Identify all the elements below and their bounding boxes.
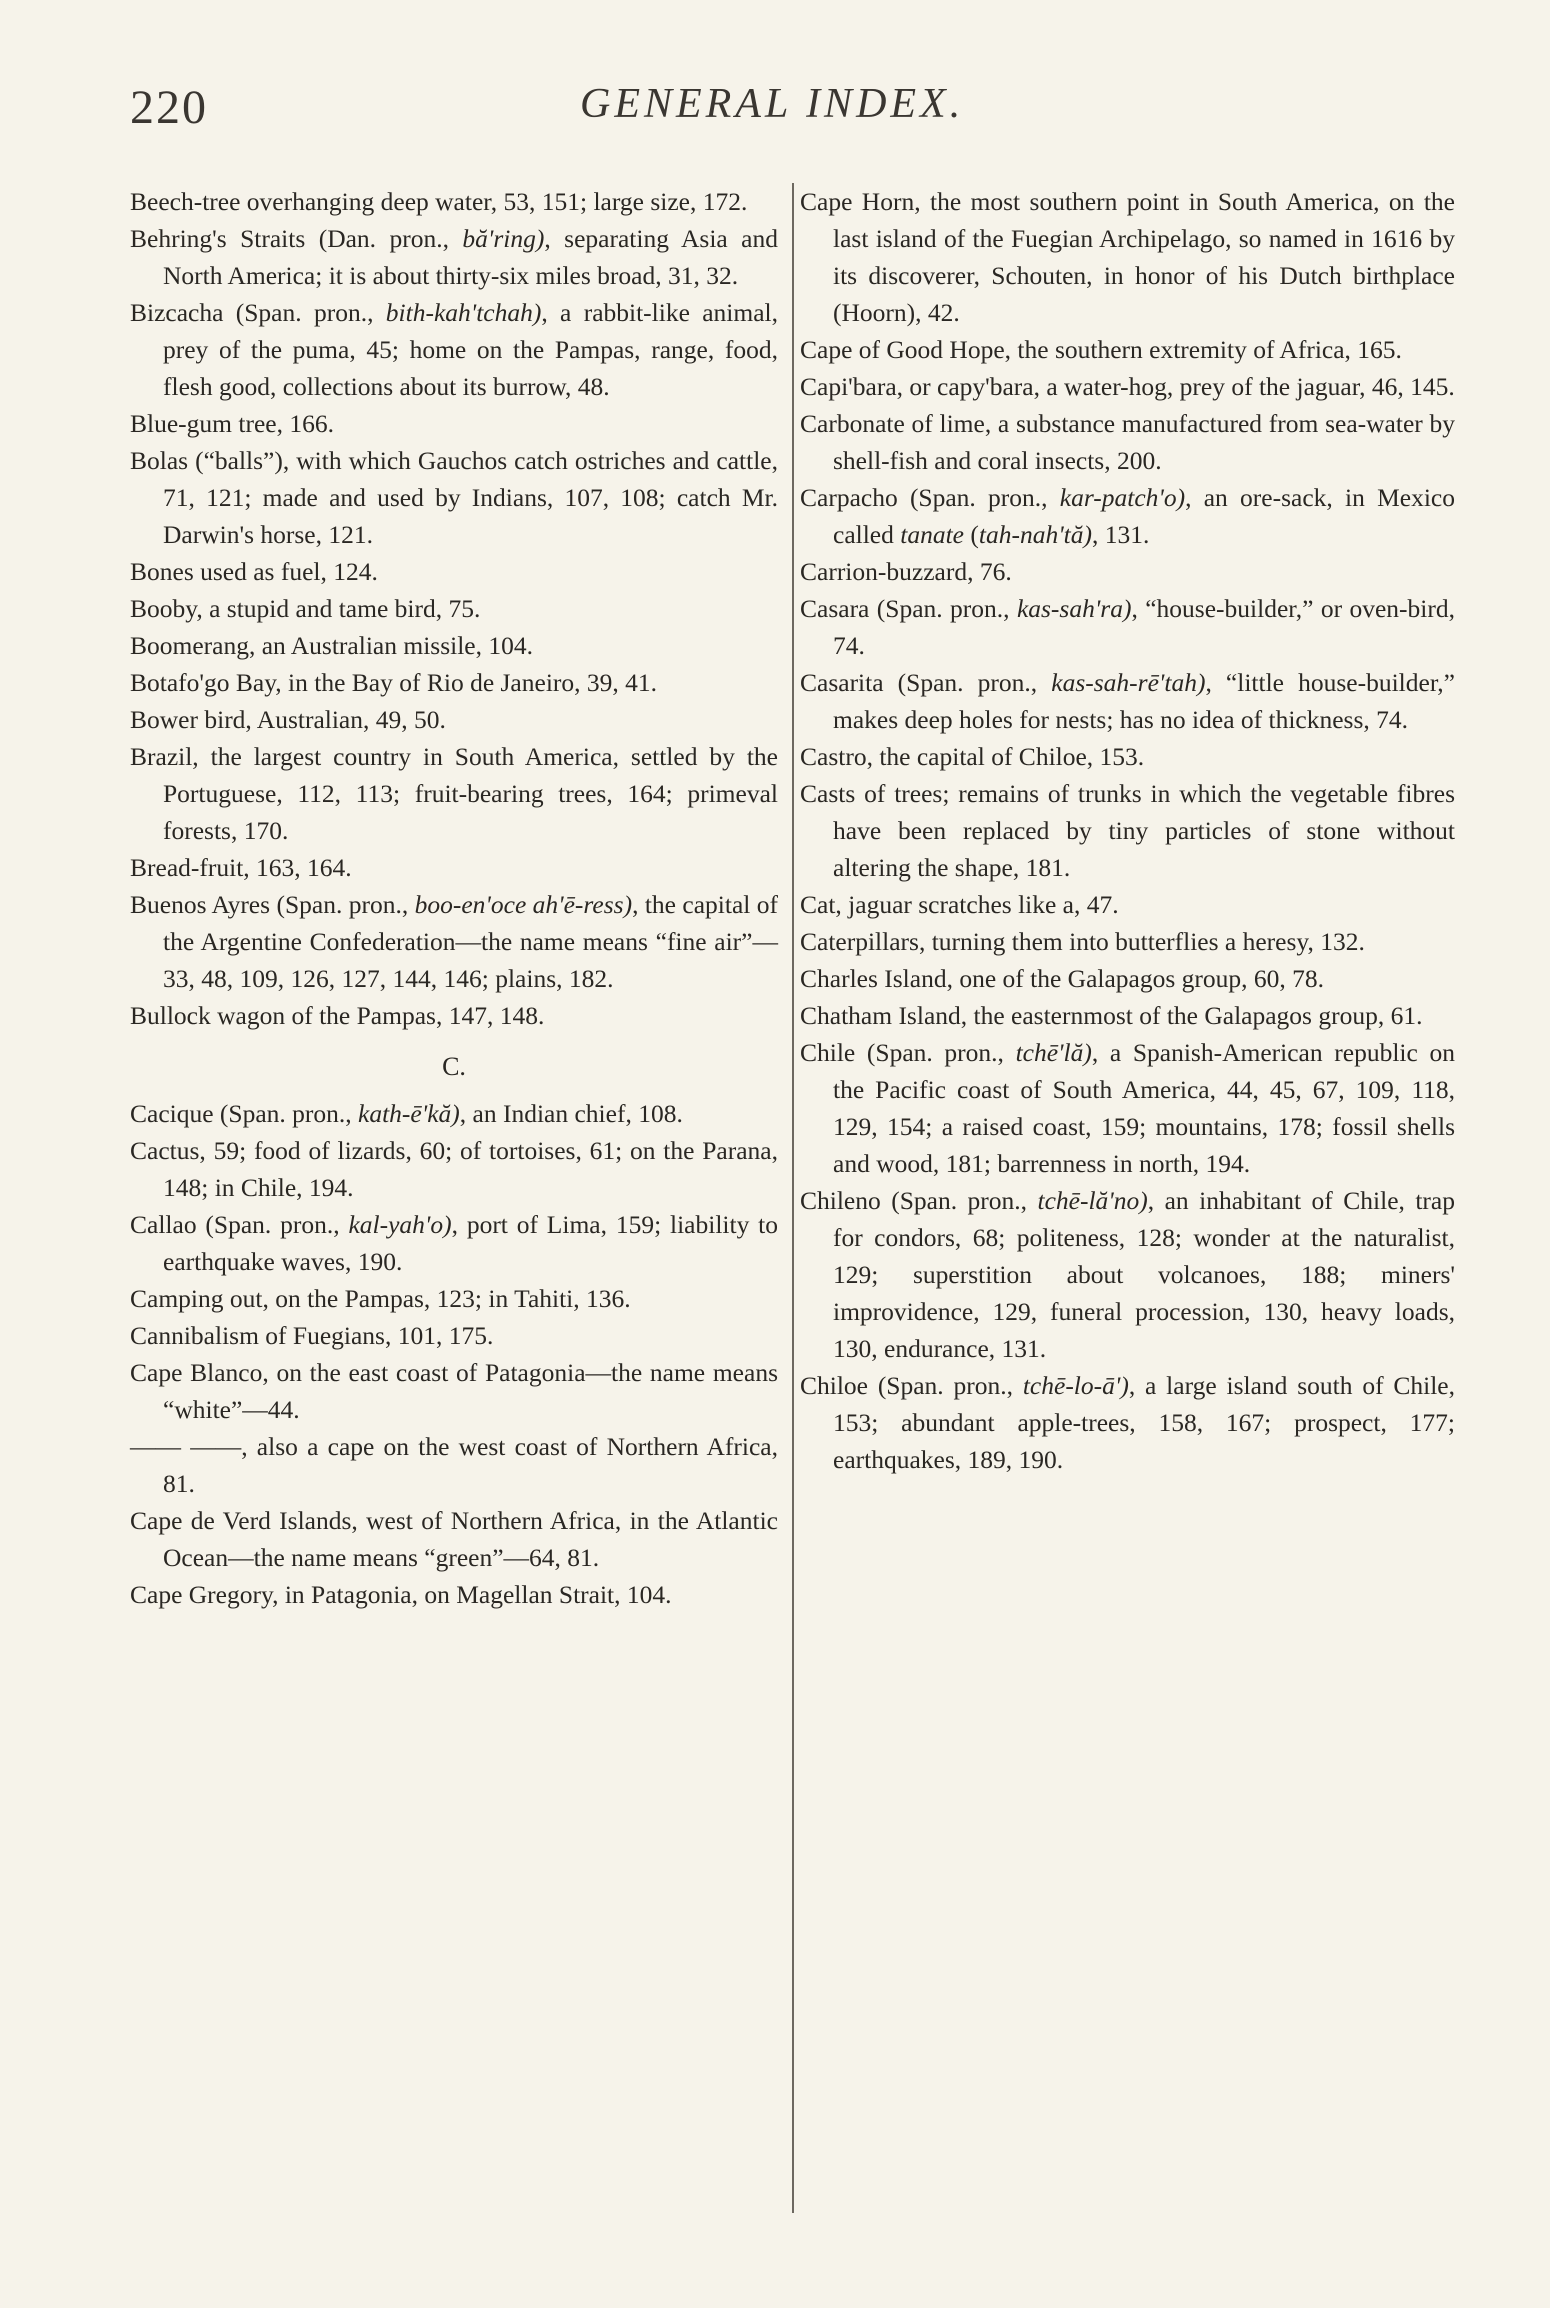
entry-text: Callao (Span. pron., — [130, 1210, 349, 1239]
pronunciation: boo-en'oce ah'ē-ress) — [414, 890, 633, 919]
page-number: 220 — [130, 81, 208, 134]
right-column — [800, 183, 1455, 1478]
entry-text: Carpacho (Span. pron., — [800, 483, 1060, 512]
entry-text: Caterpillars, turning them into butterflies a heresy, 132. — [800, 927, 1365, 956]
entry-text: Brazil, the largest country in South America, settled by the Portuguese, 112, 113; fruit-bearing trees, 164; primeval forests, 170. — [130, 742, 778, 845]
index-entry — [130, 220, 778, 294]
index-entry — [130, 627, 778, 664]
entry-text: Blue-gum tree, 166. — [130, 409, 334, 438]
entry-text: Beech-tree overhanging deep water, 53, 151; large size, 172. — [130, 187, 748, 216]
index-entry — [800, 1034, 1455, 1182]
pronunciation: bith-kah'tchah) — [385, 298, 542, 327]
entry-text: Cactus, 59; food of lizards, 60; of tortoises, 61; on the Parana, 148; in Chile, 194. — [130, 1136, 778, 1202]
pronunciation: tchē'lă) — [1015, 1038, 1092, 1067]
left-column — [130, 183, 778, 1613]
entry-text: , a large island south of Chile, 153; abundant apple-trees, 158, 167; prospect, 177; earthquakes, 189, 190. — [833, 1371, 1456, 1474]
index-entry — [130, 997, 778, 1034]
index-entry — [800, 664, 1455, 738]
left-entries-c — [130, 1095, 778, 1613]
pronunciation: kas-sah-rē'tah) — [1051, 668, 1206, 697]
entry-text: Bullock wagon of the Pampas, 147, 148. — [130, 1001, 545, 1030]
index-entry — [130, 405, 778, 442]
entry-text: Camping out, on the Pampas, 123; in Tahiti, 136. — [130, 1284, 631, 1313]
entry-text: , an Indian chief, 108. — [459, 1099, 683, 1128]
entry-text: Cape of Good Hope, the southern extremity of Africa, 165. — [800, 335, 1402, 364]
index-entry — [800, 923, 1455, 960]
index-entry — [800, 1182, 1455, 1367]
index-entry — [130, 1576, 778, 1613]
index-entry — [130, 590, 778, 627]
entry-text: Bones used as fuel, 124. — [130, 557, 378, 586]
entry-text: , a Spanish-American republic on the Pacific coast of South America, 44, 45, 67, 109, 118, 129, 154; a raised coast, 159; mountains, 178; fossil shells and wood, 181; barrenness in north, 194. — [833, 1038, 1455, 1178]
pronunciation: tah-nah'tă) — [978, 520, 1092, 549]
entry-text: , separating Asia and North America; it is about thirty-six miles broad, 31, 32. — [163, 224, 778, 290]
entry-text: Bolas (“balls”), with which Gauchos catch ostriches and cattle, 71, 121; made and used by Indians, 107, 108; catch Mr. Darwin's horse, 121. — [130, 446, 778, 549]
index-entry — [130, 442, 778, 553]
entry-text: Carbonate of lime, a substance manufactured from sea-water by shell-fish and coral insects, 200. — [800, 409, 1455, 475]
entry-text: Cape Blanco, on the east coast of Patagonia—the name means “white”—44. — [130, 1358, 778, 1424]
pronunciation: bă'ring) — [462, 224, 545, 253]
page-header — [130, 80, 1400, 140]
pronunciation: tchē-lo-ā') — [1022, 1371, 1129, 1400]
entry-text: Casts of trees; remains of trunks in which the vegetable fibres have been replaced by tiny particles of stone without altering the shape, 181. — [800, 779, 1455, 882]
entry-text: Castro, the capital of Chiloe, 153. — [800, 742, 1145, 771]
entry-text: Cape Horn, the most southern point in South America, on the last island of the Fuegian Archipelago, so named in 1616 by its discoverer, Schouten, in honor of his Dutch birthplace (Hoorn), 42. — [800, 187, 1455, 327]
index-entry — [130, 1095, 778, 1132]
index-entry — [130, 1132, 778, 1206]
entry-text: Booby, a stupid and tame bird, 75. — [130, 594, 481, 623]
index-entry — [130, 1206, 778, 1280]
index-entry — [800, 738, 1455, 775]
pronunciation: kas-sah'ra) — [1016, 594, 1132, 623]
entry-text: , the capital of the Argentine Confederation—the name means “fine air”—33, 48, 109, 126, 127, 144, 146; plains, 182. — [163, 890, 778, 993]
entry-text: Casara (Span. pron., — [800, 594, 1017, 623]
index-entry — [130, 849, 778, 886]
entry-text: Chileno (Span. pron., — [800, 1186, 1038, 1215]
entry-text: Casarita (Span. pron., — [800, 668, 1052, 697]
entry-text: , 131. — [1091, 520, 1150, 549]
index-entry — [800, 997, 1455, 1034]
column-divider — [792, 183, 794, 2213]
index-entry — [800, 405, 1455, 479]
entry-text: Bizcacha (Span. pron., — [130, 298, 386, 327]
pronunciation: kath-ē'kă) — [358, 1099, 460, 1128]
index-entry — [800, 590, 1455, 664]
index-entry — [130, 1502, 778, 1576]
entry-text: Chile (Span. pron., — [800, 1038, 1016, 1067]
entry-text: Carrion-buzzard, 76. — [800, 557, 1012, 586]
entry-text: , an ore-sack, in Mexico called — [833, 483, 1455, 549]
entry-text: Behring's Straits (Dan. pron., — [130, 224, 463, 253]
index-entry — [800, 368, 1455, 405]
entry-text: , “little house-builder,” makes deep holes for nests; has no idea of thickness, 74. — [833, 668, 1455, 734]
index-entry — [130, 553, 778, 590]
entry-text: Boomerang, an Australian missile, 104. — [130, 631, 533, 660]
entry-text: , “house-builder,” or oven-bird, 74. — [833, 594, 1455, 660]
entry-text: Bread-fruit, 163, 164. — [130, 853, 352, 882]
right-entries — [800, 183, 1455, 1478]
pronunciation: kar-patch'o) — [1059, 483, 1186, 512]
index-entry — [800, 553, 1455, 590]
index-entry — [130, 886, 778, 997]
left-entries — [130, 183, 778, 1034]
entry-text: Cape de Verd Islands, west of Northern Africa, in the Atlantic Ocean—the name means “green”—64, 81. — [130, 1506, 778, 1572]
entry-text: Buenos Ayres (Span. pron., — [130, 890, 415, 919]
running-title: GENERAL INDEX. — [580, 81, 965, 127]
index-entry — [800, 886, 1455, 923]
entry-text: Cape Gregory, in Patagonia, on Magellan Strait, 104. — [130, 1580, 672, 1609]
entry-text: ( — [964, 520, 979, 549]
index-entry — [800, 331, 1455, 368]
index-entry — [800, 775, 1455, 886]
entry-text: —— ——, also a cape on the west coast of Northern Africa, 81. — [130, 1432, 778, 1498]
entry-text: , a rabbit-like animal, prey of the puma, 45; home on the Pampas, range, food, flesh good, collections about its burrow, 48. — [163, 298, 779, 401]
entry-text: Capi'bara, or capy'bara, a water-hog, prey of the jaguar, 46, 145. — [800, 372, 1455, 401]
index-entry — [130, 1354, 778, 1428]
index-entry — [800, 479, 1455, 553]
index-entry — [800, 1367, 1455, 1478]
index-entry — [130, 1428, 778, 1502]
entry-text: Cacique (Span. pron., — [130, 1099, 359, 1128]
index-entry — [800, 960, 1455, 997]
pronunciation: tanate — [900, 520, 964, 549]
entry-text: Botafo'go Bay, in the Bay of Rio de Janeiro, 39, 41. — [130, 668, 658, 697]
index-entry — [130, 738, 778, 849]
index-entry — [130, 183, 778, 220]
entry-text: Cannibalism of Fuegians, 101, 175. — [130, 1321, 494, 1350]
entry-text: Cat, jaguar scratches like a, 47. — [800, 890, 1119, 919]
pronunciation: tchē-lă'no) — [1037, 1186, 1148, 1215]
index-entry — [130, 1317, 778, 1354]
pronunciation: kal-yah'o) — [348, 1210, 452, 1239]
entry-text: Charles Island, one of the Galapagos group, 60, 78. — [800, 964, 1325, 993]
entry-text: , an inhabitant of Chile, trap for condors, 68; politeness, 128; wonder at the naturalist, 129; superstition about volcanoes, 188; miners' improvidence, 129, funeral procession, 130, heavy loads, 130, endurance, 131. — [833, 1186, 1455, 1363]
index-entry — [130, 664, 778, 701]
entry-text: Chatham Island, the easternmost of the Galapagos group, 61. — [800, 1001, 1423, 1030]
index-entry — [800, 183, 1455, 331]
entry-text: , port of Lima, 159; liability to earthquake waves, 190. — [163, 1210, 778, 1276]
index-entry — [130, 701, 778, 738]
entry-text: Chiloe (Span. pron., — [800, 1371, 1023, 1400]
index-entry — [130, 1280, 778, 1317]
entry-text: Bower bird, Australian, 49, 50. — [130, 705, 446, 734]
index-entry — [130, 294, 778, 405]
section-letter: C. — [442, 1052, 466, 1081]
